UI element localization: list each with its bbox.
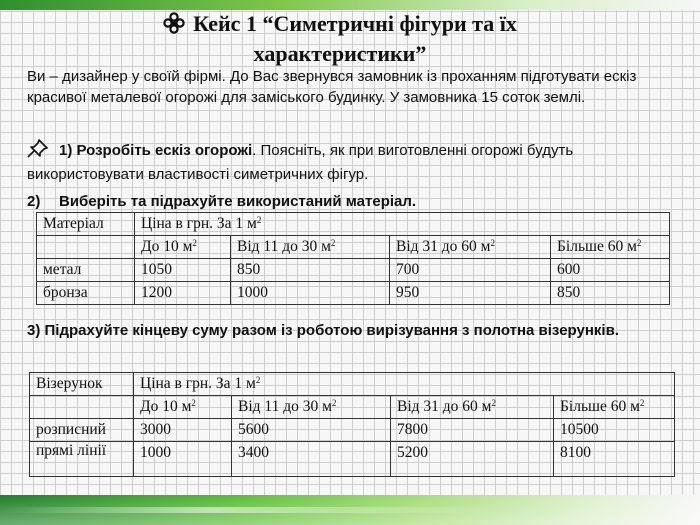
table2-subheader: До 10 $м^2$ xyxy=(134,396,232,419)
table1-cell: 1200 xyxy=(135,282,231,305)
table2-subheader: Більше 60 $м^2$ xyxy=(554,396,675,419)
table1-cell: 950 xyxy=(390,282,551,305)
pattern-price-table xyxy=(29,372,675,477)
table1-cell: 1050 xyxy=(135,259,231,282)
table1-header-material: Матеріал xyxy=(37,213,135,236)
task-2 xyxy=(27,191,416,212)
page-title xyxy=(110,10,570,67)
pin-icon xyxy=(27,138,49,164)
table2-row-name: розписний xyxy=(30,419,134,442)
table2-cell: 5200 xyxy=(391,442,554,477)
table2-header-price: Ціна в грн. За 1 $м^2$ xyxy=(134,373,675,396)
table1-empty-cell xyxy=(37,236,135,259)
table2-cell: 10500 xyxy=(554,419,675,442)
table2-header-pattern: Візерунок xyxy=(30,373,134,396)
table-row xyxy=(37,282,670,305)
table1-subheader: До 10 $м^2$ xyxy=(135,236,231,259)
material-price-table xyxy=(36,212,670,305)
table2-cell: 3000 xyxy=(134,419,232,442)
table1-row-name: бронза xyxy=(37,282,135,305)
table-row xyxy=(37,259,670,282)
table-row xyxy=(30,419,675,442)
title-text: Кейс 1 “Симетричні фігури та їх характеристики” xyxy=(193,11,517,66)
table2-cell: 7800 xyxy=(391,419,554,442)
task-1-rest: . Поясніть, як при виготовленні огорожі будуть використовувати властивості симетричних фігур. xyxy=(27,142,574,183)
table2-empty-cell xyxy=(30,396,134,419)
table2-cell: 5600 xyxy=(232,419,391,442)
bottom-decorative-band xyxy=(0,495,700,525)
top-decorative-band xyxy=(0,0,700,10)
table1-cell: 700 xyxy=(390,259,551,282)
task-3: 3) Підрахуйте кінцеву суму разом із роботою вирізування з полотна візерунків. xyxy=(27,322,619,339)
table2-subheader: Від 31 до 60 $м^2$ xyxy=(391,396,554,419)
table2-subheader: Від 11 до 30 $м^2$ xyxy=(232,396,391,419)
table1-subheader: Більше 60 $м^2$ xyxy=(551,236,670,259)
table-row xyxy=(30,442,675,477)
intro-text: Ви – дизайнер у своїй фірмі. До Вас звернувся замовник із проханням підготувати ескіз красивої металевої огорожі для заміського будинку. У замовника 15 соток землі. xyxy=(27,68,637,106)
table1-row-name: метал xyxy=(37,259,135,282)
table1-cell: 600 xyxy=(551,259,670,282)
table2-cell: 3400 xyxy=(232,442,391,477)
table1-header-price: Ціна в грн. За 1 $м^2$ xyxy=(135,213,670,236)
table2-cell: 1000 xyxy=(134,442,232,477)
table1-subheader: Від 11 до 30 $м^2$ xyxy=(231,236,390,259)
task-2-text: Виберіть та підрахуйте використаний матеріал. xyxy=(59,193,417,210)
task-2-number: 2) xyxy=(27,193,41,210)
table2-cell: 8100 xyxy=(554,442,675,477)
table1-cell: 850 xyxy=(551,282,670,305)
table1-subheader: Від 31 до 60 $м^2$ xyxy=(390,236,551,259)
task-1-bold: 1) Розробіть ескіз огорожі xyxy=(59,142,253,159)
table1-cell: 1000 xyxy=(231,282,390,305)
table2-row-name: прямі лінії xyxy=(30,442,134,477)
flower-icon xyxy=(163,12,185,40)
table1-cell: 850 xyxy=(231,259,390,282)
task-1 xyxy=(27,138,677,185)
